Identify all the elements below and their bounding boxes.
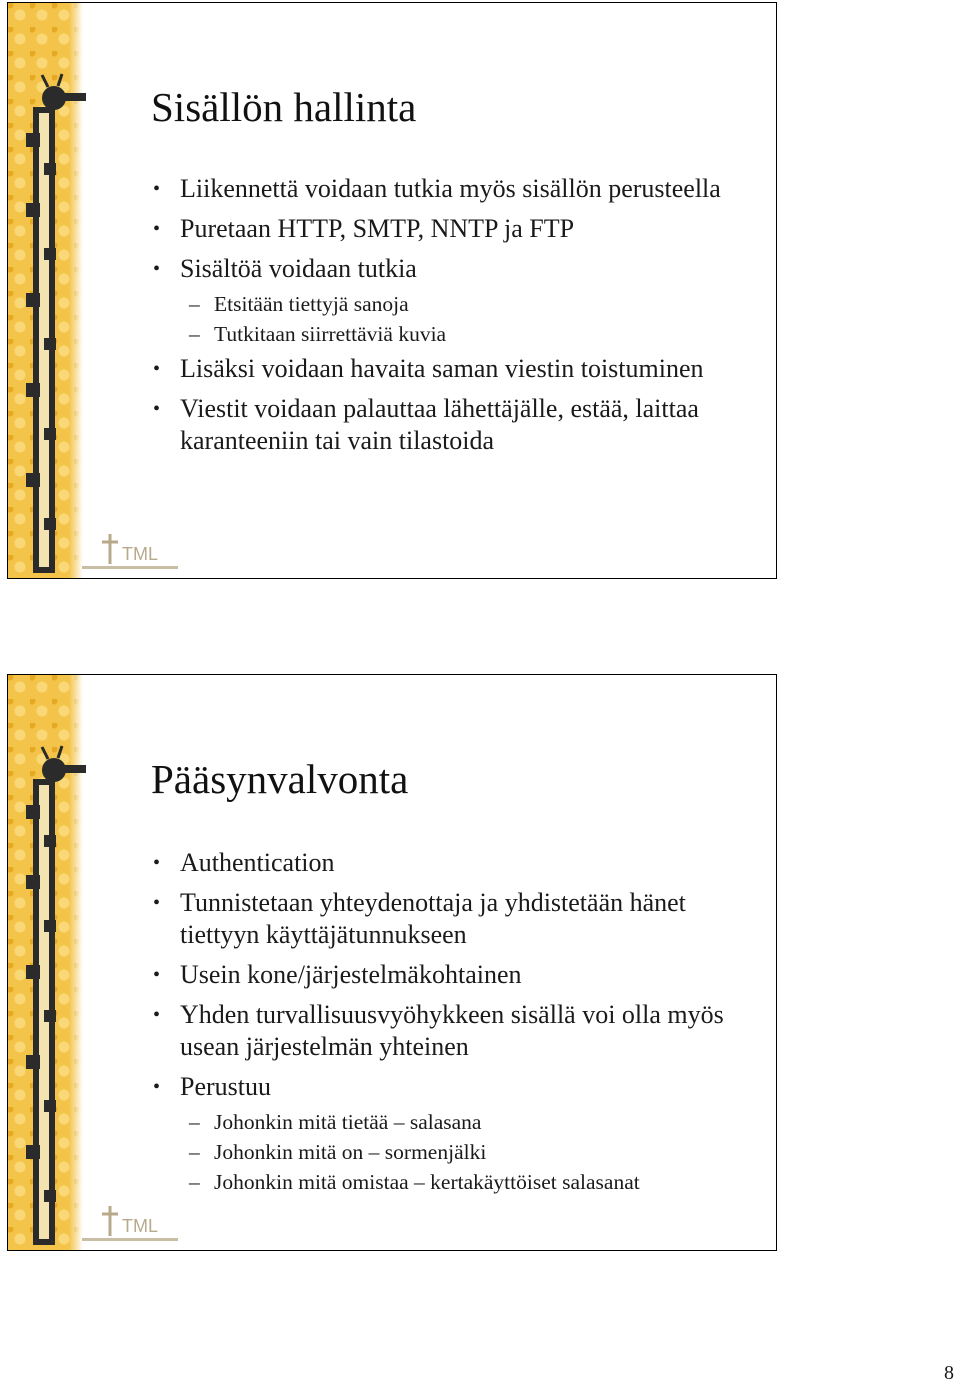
sub-bullet-item: – Johonkin mitä on – sormenjälki [153,1138,743,1166]
giraffe-icon [14,745,94,1245]
bullet-item: • Liikennettä voidaan tutkia myös sisällön perusteella [153,173,743,205]
bullet-list [153,173,743,465]
bullet-item: • Tunnistetaan yhteydenottaja ja yhdistetään hänet tiettyyn käyttäjätunnukseen [153,887,743,951]
tml-logo [80,528,180,574]
bullet-item: • Sisältöä voidaan tutkia [153,253,743,285]
slide-title: Pääsynvalvonta [151,756,409,802]
tml-logo [80,1200,180,1246]
bullet-item: • Perustuu [153,1071,743,1103]
bullet-item: • Usein kone/järjestelmäkohtainen [153,959,743,991]
bullet-item: • Yhden turvallisuusvyöhykkeen sisällä voi olla myös usean järjestelmän yhteinen [153,999,743,1063]
slide-title: Sisällön hallinta [151,84,417,130]
bullet-item: • Lisäksi voidaan havaita saman viestin toistuminen [153,353,743,385]
bullet-list [153,847,743,1201]
giraffe-icon [14,73,94,573]
bullet-item: • Puretaan HTTP, SMTP, NNTP ja FTP [153,213,743,245]
bullet-item: • Viestit voidaan palauttaa lähettäjälle, estää, laittaa karanteeniin tai vain tilastoida [153,393,743,457]
svg-text:TML: TML [122,1216,158,1236]
sub-bullet-item: – Johonkin mitä tietää – salasana [153,1108,743,1136]
sub-bullet-item: – Etsitään tiettyjä sanoja [153,290,743,318]
sub-bullet-item: – Johonkin mitä omistaa – kertakäyttöiset salasanat [153,1168,743,1196]
svg-text:TML: TML [122,544,158,564]
slide-1 [7,2,777,579]
sub-bullet-item: – Tutkitaan siirrettäviä kuvia [153,320,743,348]
bullet-item: • Authentication [153,847,743,879]
page-number: 8 [944,1362,954,1384]
slide-2 [7,674,777,1251]
